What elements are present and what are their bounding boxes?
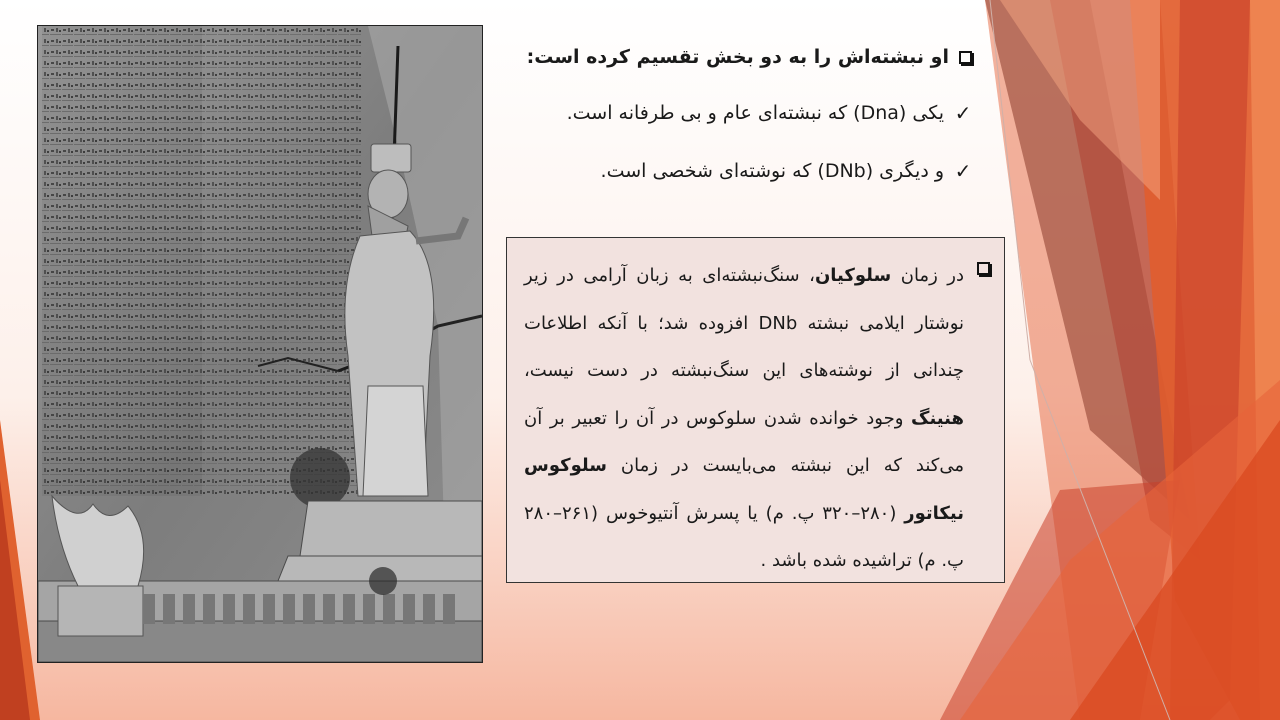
bullet-list bbox=[520, 38, 972, 190]
text-run: ، سنگ‌نبشته‌ای به زبان آرامی در زیر نوشتار ایلامی نبشته DNb افزوده شد؛ با آنکه اطلاعات چندانی از نوشته‌های این سنگ‌نبشته در دست نیست، bbox=[524, 265, 965, 381]
bold-term: هنینگ bbox=[911, 407, 964, 429]
bullet-heading bbox=[520, 38, 972, 76]
list-item-text: و دیگری (DNb) که نوشته‌ای شخصی است. bbox=[600, 160, 944, 182]
square-bullet-icon bbox=[977, 262, 990, 275]
text-run: (۲۸۰–۳۲۰ پ. م) یا پسرش آنتیوخوس (۲۶۱–۲۸۰ پ. م) تراشیده شده باشد . bbox=[524, 502, 964, 571]
inscription-relief-photo bbox=[37, 25, 483, 663]
list-item bbox=[520, 152, 972, 190]
list-item bbox=[520, 94, 972, 132]
list-item-text: یکی (Dna) که نبشته‌ای عام و بی طرفانه است. bbox=[566, 102, 944, 124]
square-bullet-icon bbox=[959, 51, 972, 64]
checkmark-icon: ✓ bbox=[954, 159, 972, 183]
checkmark-icon: ✓ bbox=[954, 101, 972, 125]
heading-text: او نبشته‌اش را به دو بخش تقسیم کرده است: bbox=[526, 46, 949, 68]
bold-term: سلوکیان bbox=[814, 265, 892, 286]
bold-term: سلوکوس نیکاتور bbox=[524, 455, 964, 524]
text-run: در زمان bbox=[891, 265, 964, 286]
seleucid-note-box bbox=[506, 237, 1005, 583]
note-paragraph bbox=[524, 252, 964, 585]
text-run: وجود خوانده شدن سلوکوس در آن را تعبیر بر آن می‌کند که این نبشته می‌بایست در زمان bbox=[524, 407, 964, 476]
